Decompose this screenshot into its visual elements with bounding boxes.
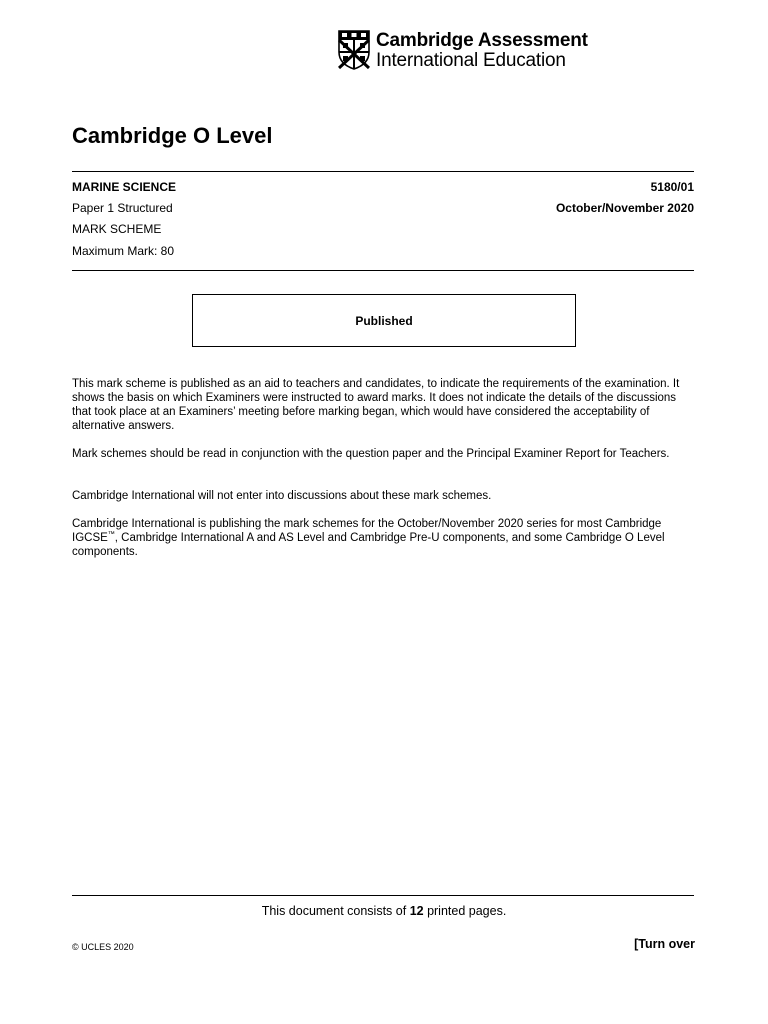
trademark-symbol: ™	[107, 531, 115, 539]
reading-note-paragraph	[72, 447, 696, 461]
turn-over-label: [Turn over	[634, 937, 695, 951]
logo-wordmark-line2: International Education	[376, 50, 566, 71]
subject-name: MARINE SCIENCE	[72, 180, 177, 194]
publishing-text	[72, 517, 696, 559]
logo-wordmark-line1: Cambridge Assessment	[376, 30, 588, 51]
page-count-suffix: printed pages.	[423, 904, 507, 918]
meta-bottom-rule	[72, 270, 694, 271]
discussion-note-text: Cambridge International will not enter into discussions about these mark schemes.	[72, 490, 492, 502]
intro-paragraph	[72, 377, 696, 433]
discussion-note-paragraph	[72, 489, 696, 503]
page-count-prefix: This document consists of	[261, 904, 410, 918]
status-label: Published	[355, 314, 413, 328]
publishing-text-start: Cambridge International is publishing the mark schemes for the October/November 2020 series for most Cambridge IGCSE	[72, 518, 662, 544]
exam-session: October/November 2020	[555, 201, 694, 215]
syllabus-code: 5180/01	[650, 180, 694, 194]
top-rule	[72, 171, 694, 172]
status-box	[192, 294, 576, 347]
publishing-paragraph	[72, 517, 696, 559]
document-type: MARK SCHEME	[72, 222, 162, 236]
page-count-statement	[0, 904, 768, 918]
paper-name: Paper 1 Structured	[72, 201, 173, 215]
maximum-mark: Maximum Mark: 80	[72, 244, 175, 258]
footer-rule	[72, 895, 694, 896]
cambridge-logo	[338, 30, 588, 72]
reading-note-text: Mark schemes should be read in conjunction with the question paper and the Principal Examiner Report for Teachers.	[72, 448, 670, 460]
cambridge-crest-icon	[338, 30, 370, 70]
copyright-notice: © UCLES 2020	[72, 942, 134, 952]
page-title: Cambridge O Level	[72, 123, 273, 148]
publishing-text-end: , Cambridge International A and AS Level and Cambridge Pre-U components, and some Cambridge O Level components.	[72, 532, 665, 558]
page-count-number: 12	[409, 904, 424, 918]
intro-text: This mark scheme is published as an aid to teachers and candidates, to indicate the requirements of the examination. It shows the basis on which Examiners were instructed to award marks. It does not indicate the details of the discussions that took place at an Examiners’ meeting before marking began, which would have considered the acceptability of alternative answers.	[72, 378, 680, 432]
